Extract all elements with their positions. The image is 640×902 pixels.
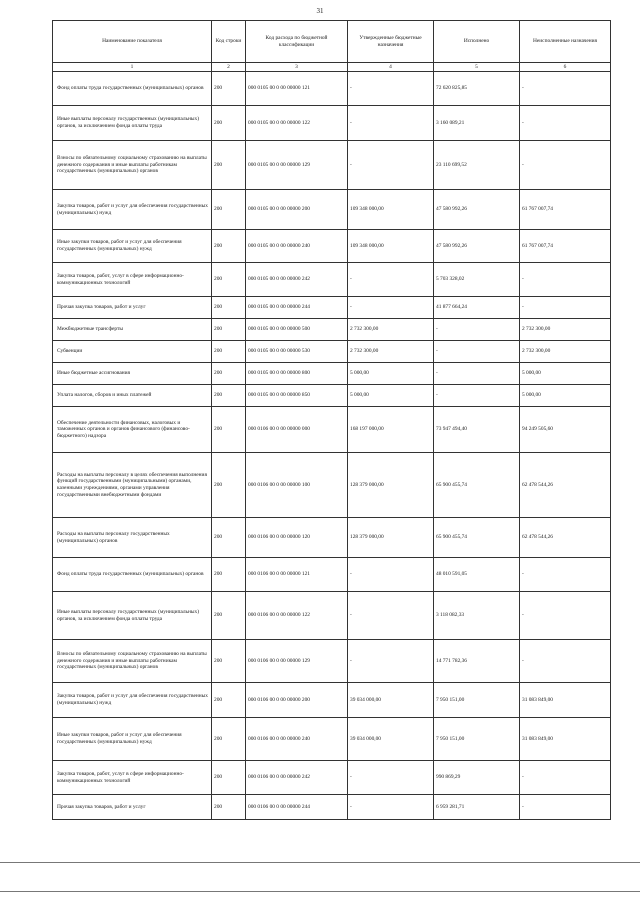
table-row bbox=[53, 683, 611, 718]
row-approved: - bbox=[348, 263, 434, 297]
row-code: 200 bbox=[212, 263, 246, 297]
row-name: Расходы на выплаты персоналу в целях обеспечения выполнения функций государственными (муниципальными) органами, казенными учреждениями, органами управления государственными внебюджетными фондами bbox=[53, 453, 212, 518]
row-name: Иные выплаты персоналу государственных (муниципальных) органов, за исключением фонда оплаты труда bbox=[53, 106, 212, 141]
row-executed: 47 580 992,26 bbox=[434, 230, 520, 263]
column-header-approved: Утвержденные бюджетные назначения bbox=[348, 21, 434, 63]
row-name: Обеспечение деятельности финансовых, налоговых и таможенных органов и органов финансового (финансово-бюджетного) надзора bbox=[53, 407, 212, 453]
row-code: 200 bbox=[212, 761, 246, 795]
column-header-unexecuted: Неисполненные назначения bbox=[520, 21, 611, 63]
row-executed: 48 010 591,05 bbox=[434, 558, 520, 592]
row-code: 200 bbox=[212, 319, 246, 341]
row-code: 200 bbox=[212, 297, 246, 319]
row-kbk: 000 0105 00 0 00 00000 500 bbox=[246, 319, 348, 341]
row-approved: 39 034 000,00 bbox=[348, 683, 434, 718]
table-row bbox=[53, 190, 611, 230]
row-code: 200 bbox=[212, 795, 246, 820]
row-name: Фонд оплаты труда государственных (муниципальных) органов bbox=[53, 72, 212, 106]
row-approved: 5 000,00 bbox=[348, 363, 434, 385]
row-kbk: 000 0105 00 0 00 00000 240 bbox=[246, 230, 348, 263]
table-row bbox=[53, 592, 611, 640]
table-row bbox=[53, 230, 611, 263]
row-unexecuted: 5 000,00 bbox=[520, 363, 611, 385]
row-unexecuted: - bbox=[520, 297, 611, 319]
scan-divider bbox=[0, 862, 640, 863]
row-executed: 65 900 455,74 bbox=[434, 518, 520, 558]
row-unexecuted: - bbox=[520, 106, 611, 141]
column-number-row bbox=[53, 63, 611, 72]
column-number: 4 bbox=[348, 63, 434, 72]
table-header-row bbox=[53, 21, 611, 63]
row-kbk: 000 0105 00 0 00 00000 200 bbox=[246, 190, 348, 230]
row-executed: - bbox=[434, 385, 520, 407]
row-unexecuted: - bbox=[520, 640, 611, 683]
row-code: 200 bbox=[212, 683, 246, 718]
row-name: Расходы на выплаты персоналу государственных (муниципальных) органов bbox=[53, 518, 212, 558]
column-number: 3 bbox=[246, 63, 348, 72]
column-number: 6 bbox=[520, 63, 611, 72]
row-executed: 7 950 151,00 bbox=[434, 718, 520, 761]
table-row bbox=[53, 341, 611, 363]
table-row bbox=[53, 761, 611, 795]
row-executed: 7 950 151,00 bbox=[434, 683, 520, 718]
scan-divider bbox=[0, 891, 640, 892]
row-executed: 65 900 455,74 bbox=[434, 453, 520, 518]
row-approved: 2 732 300,00 bbox=[348, 319, 434, 341]
row-name: Закупка товаров, работ, услуг в сфере информационно-коммуникационных технологий bbox=[53, 263, 212, 297]
row-unexecuted: - bbox=[520, 795, 611, 820]
row-name: Закупка товаров, работ и услуг для обеспечения государственных (муниципальных) нужд bbox=[53, 190, 212, 230]
row-executed: 3 160 089,21 bbox=[434, 106, 520, 141]
row-executed: - bbox=[434, 363, 520, 385]
row-kbk: 000 0106 00 0 00 00000 122 bbox=[246, 592, 348, 640]
row-unexecuted: 2 732 300,00 bbox=[520, 341, 611, 363]
table-row bbox=[53, 640, 611, 683]
row-kbk: 000 0105 00 0 00 00000 122 bbox=[246, 106, 348, 141]
column-header-code: Код строки bbox=[212, 21, 246, 63]
row-unexecuted: - bbox=[520, 592, 611, 640]
row-unexecuted: 61 767 007,74 bbox=[520, 230, 611, 263]
row-name: Межбюджетные трансферты bbox=[53, 319, 212, 341]
row-kbk: 000 0106 00 0 00 00000 242 bbox=[246, 761, 348, 795]
row-unexecuted: - bbox=[520, 263, 611, 297]
row-unexecuted: 31 083 849,00 bbox=[520, 683, 611, 718]
table-row bbox=[53, 407, 611, 453]
row-executed: - bbox=[434, 319, 520, 341]
row-kbk: 000 0105 00 0 00 00000 129 bbox=[246, 141, 348, 190]
row-code: 200 bbox=[212, 190, 246, 230]
row-code: 200 bbox=[212, 640, 246, 683]
row-kbk: 000 0105 00 0 00 00000 850 bbox=[246, 385, 348, 407]
row-approved: 109 348 000,00 bbox=[348, 230, 434, 263]
row-unexecuted: - bbox=[520, 141, 611, 190]
row-approved: - bbox=[348, 141, 434, 190]
row-approved: - bbox=[348, 592, 434, 640]
table-row bbox=[53, 106, 611, 141]
row-code: 200 bbox=[212, 363, 246, 385]
row-name: Иные бюджетные ассигнования bbox=[53, 363, 212, 385]
row-unexecuted: - bbox=[520, 72, 611, 106]
row-executed: 3 118 082,33 bbox=[434, 592, 520, 640]
row-code: 200 bbox=[212, 385, 246, 407]
row-code: 200 bbox=[212, 558, 246, 592]
row-code: 200 bbox=[212, 407, 246, 453]
row-executed: 990 869,29 bbox=[434, 761, 520, 795]
row-approved: - bbox=[348, 761, 434, 795]
column-header-kbk: Код расхода по бюджетной классификации bbox=[246, 21, 348, 63]
row-approved: 39 034 000,00 bbox=[348, 718, 434, 761]
row-code: 200 bbox=[212, 106, 246, 141]
row-approved: - bbox=[348, 558, 434, 592]
table-row bbox=[53, 263, 611, 297]
row-unexecuted: 94 249 505,60 bbox=[520, 407, 611, 453]
row-name: Иные закупки товаров, работ и услуг для обеспечения государственных (муниципальных) нужд bbox=[53, 718, 212, 761]
row-code: 200 bbox=[212, 453, 246, 518]
row-kbk: 000 0106 00 0 00 00000 244 bbox=[246, 795, 348, 820]
row-name: Закупка товаров, работ, услуг в сфере информационно-коммуникационных технологий bbox=[53, 761, 212, 795]
table-row bbox=[53, 141, 611, 190]
row-unexecuted: 5 000,00 bbox=[520, 385, 611, 407]
row-kbk: 000 0106 00 0 00 00000 240 bbox=[246, 718, 348, 761]
row-unexecuted: 62 478 544,26 bbox=[520, 518, 611, 558]
row-kbk: 000 0106 00 0 00 00000 120 bbox=[246, 518, 348, 558]
row-name: Фонд оплаты труда государственных (муниципальных) органов bbox=[53, 558, 212, 592]
row-name: Взносы по обязательному социальному страхованию на выплаты денежного содержания и иные выплаты работникам государственных (муниципальных) органов bbox=[53, 640, 212, 683]
table-row bbox=[53, 558, 611, 592]
row-kbk: 000 0106 00 0 00 00000 000 bbox=[246, 407, 348, 453]
row-name: Уплата налогов, сборов и иных платежей bbox=[53, 385, 212, 407]
table-row bbox=[53, 385, 611, 407]
row-approved: 168 197 000,00 bbox=[348, 407, 434, 453]
row-kbk: 000 0105 00 0 00 00000 800 bbox=[246, 363, 348, 385]
row-code: 200 bbox=[212, 72, 246, 106]
row-kbk: 000 0106 00 0 00 00000 129 bbox=[246, 640, 348, 683]
column-number: 1 bbox=[53, 63, 212, 72]
row-name: Взносы по обязательному социальному страхованию на выплаты денежного содержания и иные выплаты работникам государственных (муниципальных) органов bbox=[53, 141, 212, 190]
table-row bbox=[53, 518, 611, 558]
row-executed: 6 959 281,71 bbox=[434, 795, 520, 820]
table-row bbox=[53, 453, 611, 518]
row-name: Иные выплаты персоналу государственных (муниципальных) органов, за исключением фонда оплаты труда bbox=[53, 592, 212, 640]
row-code: 200 bbox=[212, 592, 246, 640]
row-name: Иные закупки товаров, работ и услуг для обеспечения государственных (муниципальных) нужд bbox=[53, 230, 212, 263]
row-kbk: 000 0105 00 0 00 00000 530 bbox=[246, 341, 348, 363]
row-code: 200 bbox=[212, 718, 246, 761]
row-approved: 2 732 300,00 bbox=[348, 341, 434, 363]
row-approved: - bbox=[348, 640, 434, 683]
row-kbk: 000 0106 00 0 00 00000 100 bbox=[246, 453, 348, 518]
row-executed: 41 877 664,24 bbox=[434, 297, 520, 319]
column-header-name: Наименование показателя bbox=[53, 21, 212, 63]
row-executed: 72 620 825,85 bbox=[434, 72, 520, 106]
column-number: 2 bbox=[212, 63, 246, 72]
column-number: 5 bbox=[434, 63, 520, 72]
row-code: 200 bbox=[212, 141, 246, 190]
row-code: 200 bbox=[212, 518, 246, 558]
row-unexecuted: - bbox=[520, 761, 611, 795]
row-executed: 73 947 494,40 bbox=[434, 407, 520, 453]
row-unexecuted: 2 732 300,00 bbox=[520, 319, 611, 341]
row-name: Субвенции bbox=[53, 341, 212, 363]
table-row bbox=[53, 319, 611, 341]
budget-execution-table bbox=[52, 20, 611, 820]
row-approved: - bbox=[348, 72, 434, 106]
table-row bbox=[53, 718, 611, 761]
row-kbk: 000 0106 00 0 00 00000 121 bbox=[246, 558, 348, 592]
row-kbk: 000 0105 00 0 00 00000 244 bbox=[246, 297, 348, 319]
row-name: Прочая закупка товаров, работ и услуг bbox=[53, 795, 212, 820]
row-approved: 128 379 000,00 bbox=[348, 518, 434, 558]
row-executed: 47 580 992,26 bbox=[434, 190, 520, 230]
row-unexecuted: 62 478 544,26 bbox=[520, 453, 611, 518]
row-unexecuted: - bbox=[520, 558, 611, 592]
row-approved: 5 000,00 bbox=[348, 385, 434, 407]
row-name: Закупка товаров, работ и услуг для обеспечения государственных (муниципальных) нужд bbox=[53, 683, 212, 718]
page-number: 31 bbox=[316, 7, 324, 15]
row-approved: - bbox=[348, 795, 434, 820]
table-row bbox=[53, 363, 611, 385]
row-kbk: 000 0105 00 0 00 00000 121 bbox=[246, 72, 348, 106]
row-kbk: 000 0105 00 0 00 00000 242 bbox=[246, 263, 348, 297]
row-kbk: 000 0106 00 0 00 00000 200 bbox=[246, 683, 348, 718]
row-unexecuted: 31 083 849,00 bbox=[520, 718, 611, 761]
row-code: 200 bbox=[212, 230, 246, 263]
row-executed: 14 771 782,36 bbox=[434, 640, 520, 683]
table-row bbox=[53, 72, 611, 106]
row-approved: 109 348 000,00 bbox=[348, 190, 434, 230]
row-code: 200 bbox=[212, 341, 246, 363]
row-approved: - bbox=[348, 106, 434, 141]
row-unexecuted: 61 767 007,74 bbox=[520, 190, 611, 230]
row-approved: 128 379 000,00 bbox=[348, 453, 434, 518]
row-name: Прочая закупка товаров, работ и услуг bbox=[53, 297, 212, 319]
row-approved: - bbox=[348, 297, 434, 319]
row-executed: - bbox=[434, 341, 520, 363]
row-executed: 23 110 699,52 bbox=[434, 141, 520, 190]
column-header-executed: Исполнено bbox=[434, 21, 520, 63]
row-executed: 5 703 328,02 bbox=[434, 263, 520, 297]
table-row bbox=[53, 297, 611, 319]
table-row bbox=[53, 795, 611, 820]
